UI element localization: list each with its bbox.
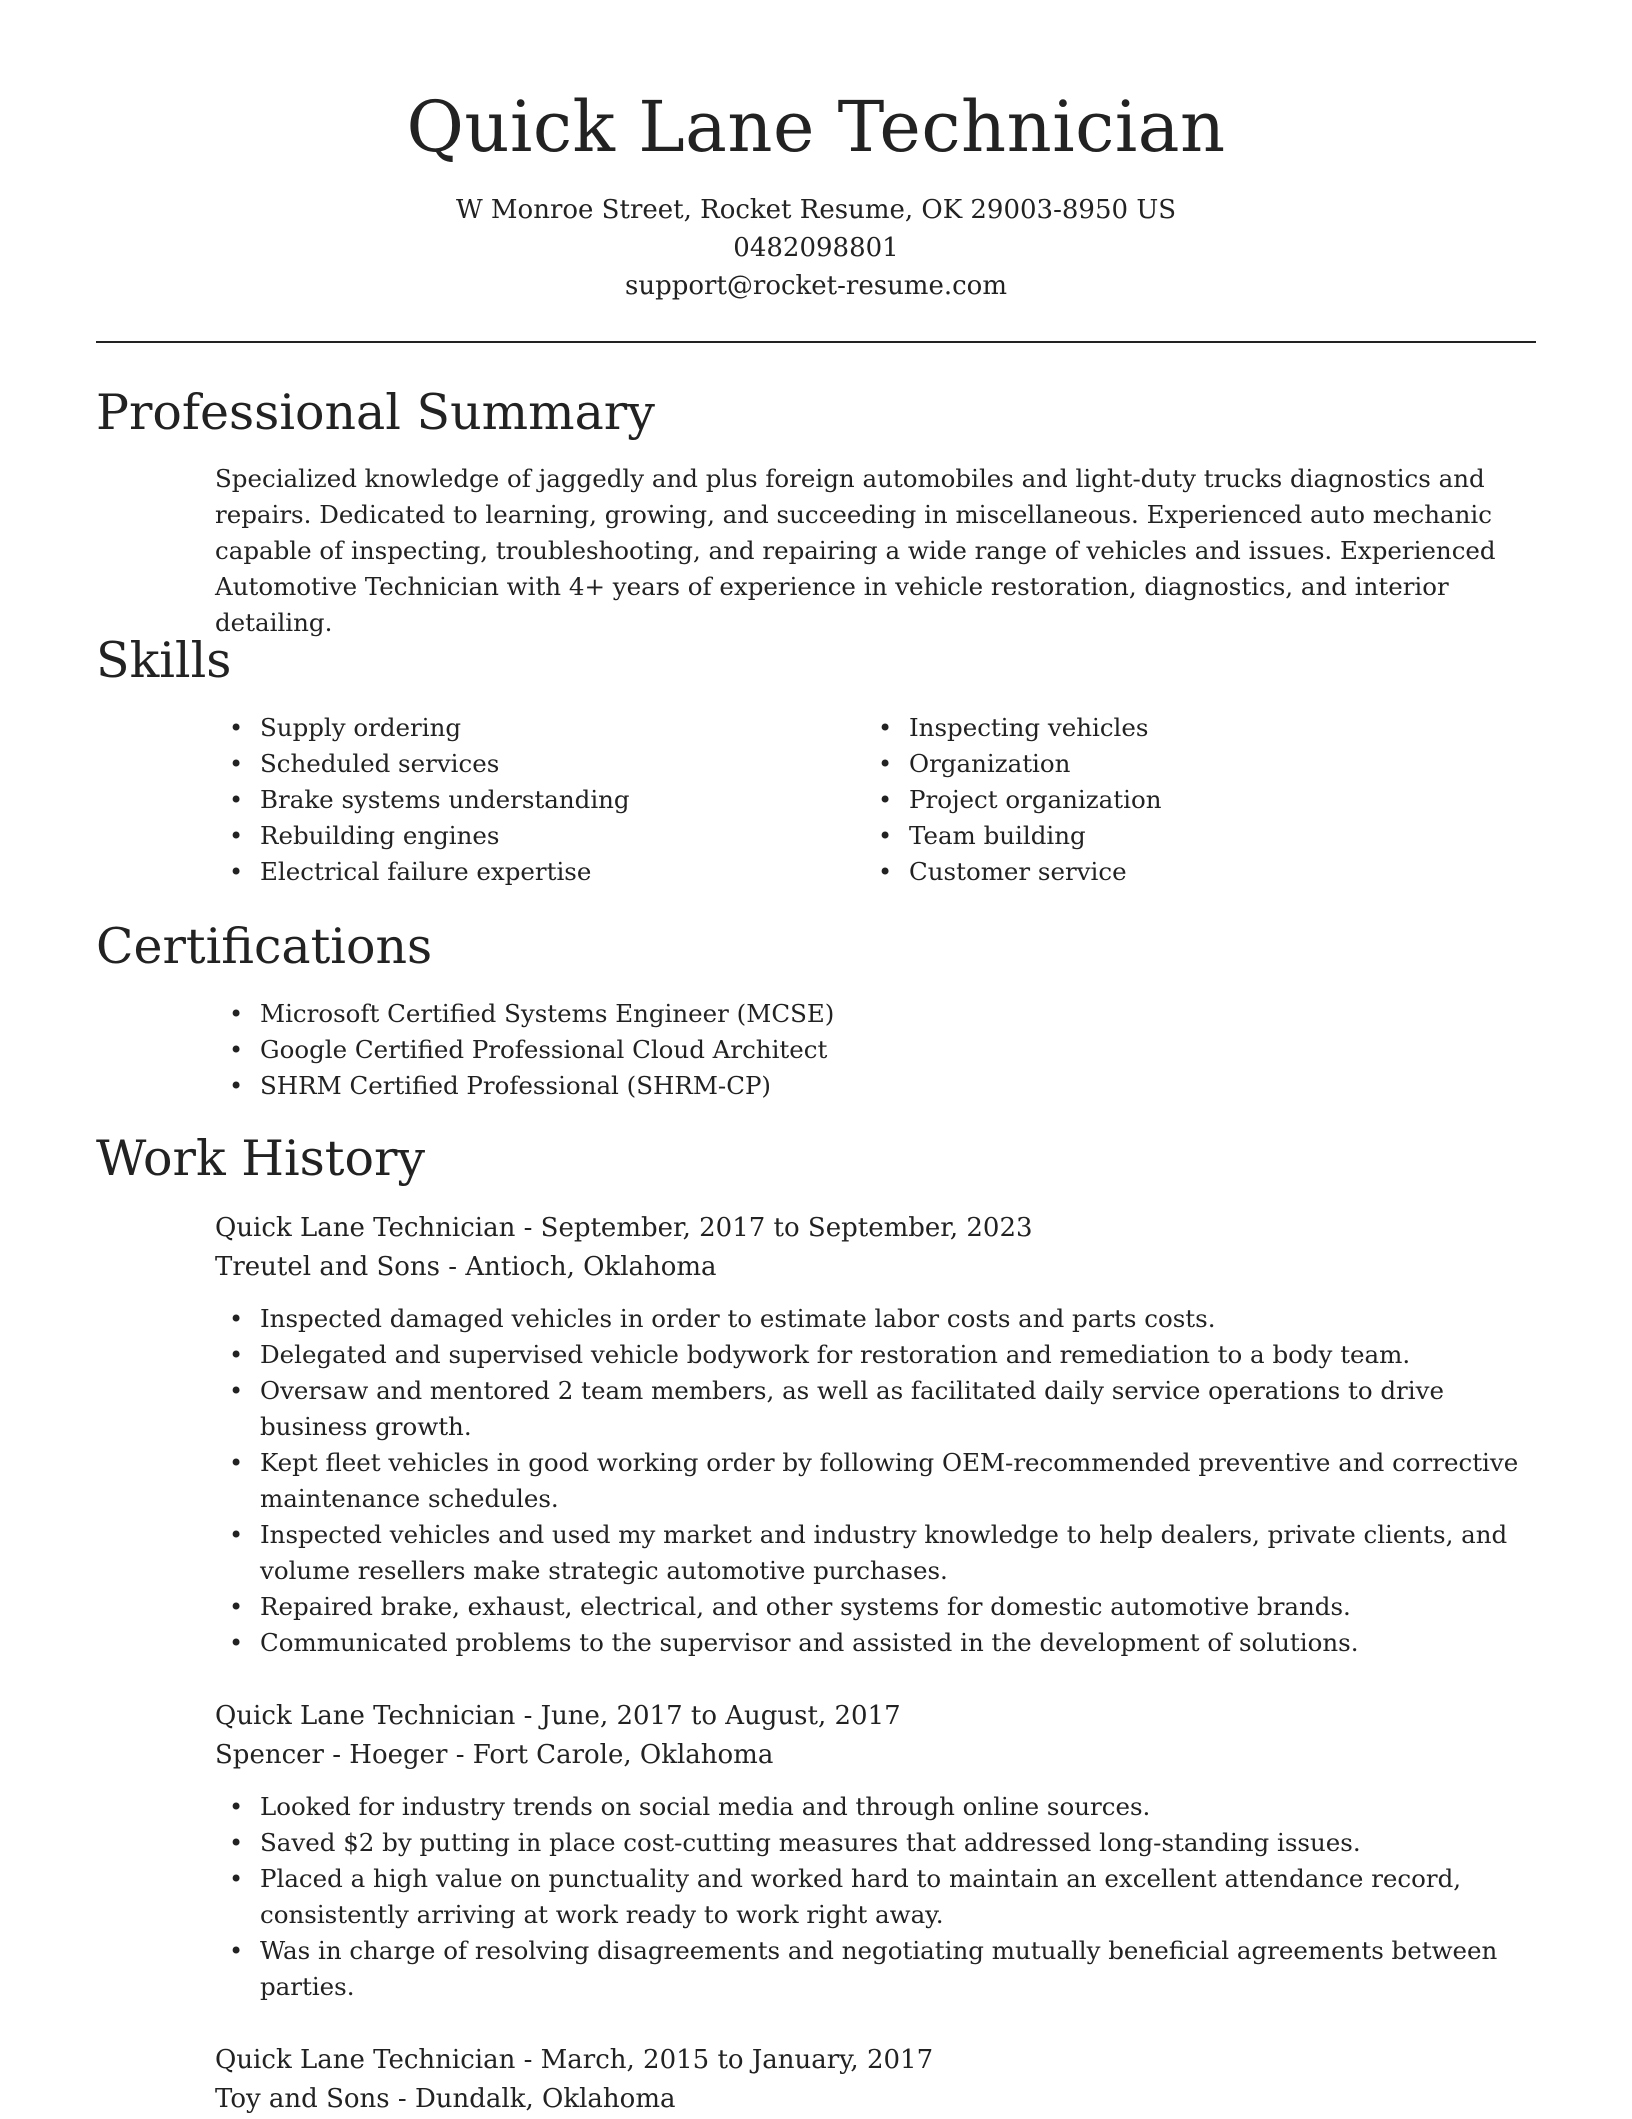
certification-item: • SHRM Certified Professional (SHRM-CP) [215,1068,1515,1104]
summary-heading: Professional Summary [96,384,655,441]
address: W Monroe Street, Rocket Resume, OK 29003-8950 US [455,195,1177,225]
job-dates: - September, 2017 to September, 2023 [515,1213,1033,1243]
skill-item: • Customer service [864,854,1484,890]
job-title: Quick Lane Technician [215,1701,516,1731]
skill-item: • Electrical failure expertise [215,854,835,890]
job-bullet: • Placed a high value on punctuality and worked hard to maintain an excellent attendance record, consistently arriving at work ready to work right away. [215,1861,1545,1933]
job-bullet: • Inspected damaged vehicles in order to estimate labor costs and parts costs. [215,1301,1545,1337]
job-title-line [215,2041,1545,2080]
job-location: - Dundalk, Oklahoma [389,2084,676,2114]
email: support@rocket-resume.com [624,271,1007,301]
job-bullet: • Looked for industry trends on social media and through online sources. [215,1789,1545,1825]
job-bullets [215,1301,1545,1661]
job-bullet: • Oversaw and mentored 2 team members, as well as facilitated daily service operations to drive business growth. [215,1373,1545,1445]
job-title-line [215,1209,1545,1248]
skills-list-left [215,710,835,890]
skills-list-right [864,710,1484,890]
job-dates: - March, 2015 to January, 2017 [515,2045,934,2075]
summary-text: Specialized knowledge of jaggedly and plus foreign automobiles and light-duty trucks diagnostics and repairs. Dedicated to learning, growing, and succeeding in miscellaneous. Experienced auto mechanic capable of inspecting, troubleshooting, and repairing a wide range of vehicles and issues. Experienced Automotive Technician with 4+ years of experience in vehicle restoration, diagnostics, and interior detailing. [215,464,1496,637]
job-company: Toy and Sons [215,2084,390,2114]
skill-item: • Supply ordering [215,710,835,746]
skill-item: • Inspecting vehicles [864,710,1484,746]
job-title-line [215,1697,1545,1736]
skill-item: • Rebuilding engines [215,818,835,854]
phone: 0482098801 [733,233,899,263]
job-bullet: • Inspected vehicles and used my market and industry knowledge to help dealers, private clients, and volume resellers make strategic automotive purchases. [215,1517,1545,1589]
job-company-line [215,1736,1545,1775]
job-bullet: • Repaired brake, exhaust, electrical, and other systems for domestic automotive brands. [215,1589,1545,1625]
work-history-heading: Work History [96,1130,426,1187]
job-company: Spencer - Hoeger [215,1740,448,1770]
job-location: - Fort Carole, Oklahoma [447,1740,774,1770]
job-location: - Antioch, Oklahoma [440,1252,717,1282]
job-company: Treutel and Sons [215,1252,441,1282]
job-title: Quick Lane Technician [215,1213,516,1243]
job-dates: - June, 2017 to August, 2017 [515,1701,901,1731]
job-bullet: • Was in charge of resolving disagreements and negotiating mutually beneficial agreements between parties. [215,1933,1545,2005]
resume-header [96,84,1536,305]
job-bullet: • Communicated problems to the supervisor and assisted in the development of solutions. [215,1625,1545,1661]
job-entry-3 [215,2041,1545,2119]
job-bullet: • Delegated and supervised vehicle bodywork for restoration and remediation to a body team. [215,1337,1545,1373]
job-entry-1 [215,1209,1545,1661]
certifications-heading: Certifications [96,918,433,975]
job-bullet: • Saved $2 by putting in place cost-cutting measures that addressed long-standing issues. [215,1825,1545,1861]
skill-item: • Team building [864,818,1484,854]
job-title: Quick Lane Technician [215,2045,516,2075]
certification-item: • Microsoft Certified Systems Engineer (MCSE) [215,996,1515,1032]
skill-item: • Scheduled services [215,746,835,782]
skill-item: • Organization [864,746,1484,782]
job-company-line [215,2080,1545,2119]
certifications-list [215,996,1515,1104]
certification-item: • Google Certified Professional Cloud Architect [215,1032,1515,1068]
candidate-name: Quick Lane Technician [406,86,1226,168]
header-divider [96,341,1536,343]
skill-item: • Project organization [864,782,1484,818]
skills-heading: Skills [96,632,232,689]
job-entry-2 [215,1697,1545,2005]
contact-info [96,191,1536,305]
job-bullets [215,1789,1545,2005]
skill-item: • Brake systems understanding [215,782,835,818]
job-bullet: • Kept fleet vehicles in good working order by following OEM-recommended preventive and corrective maintenance schedules. [215,1445,1545,1517]
job-company-line [215,1248,1545,1287]
